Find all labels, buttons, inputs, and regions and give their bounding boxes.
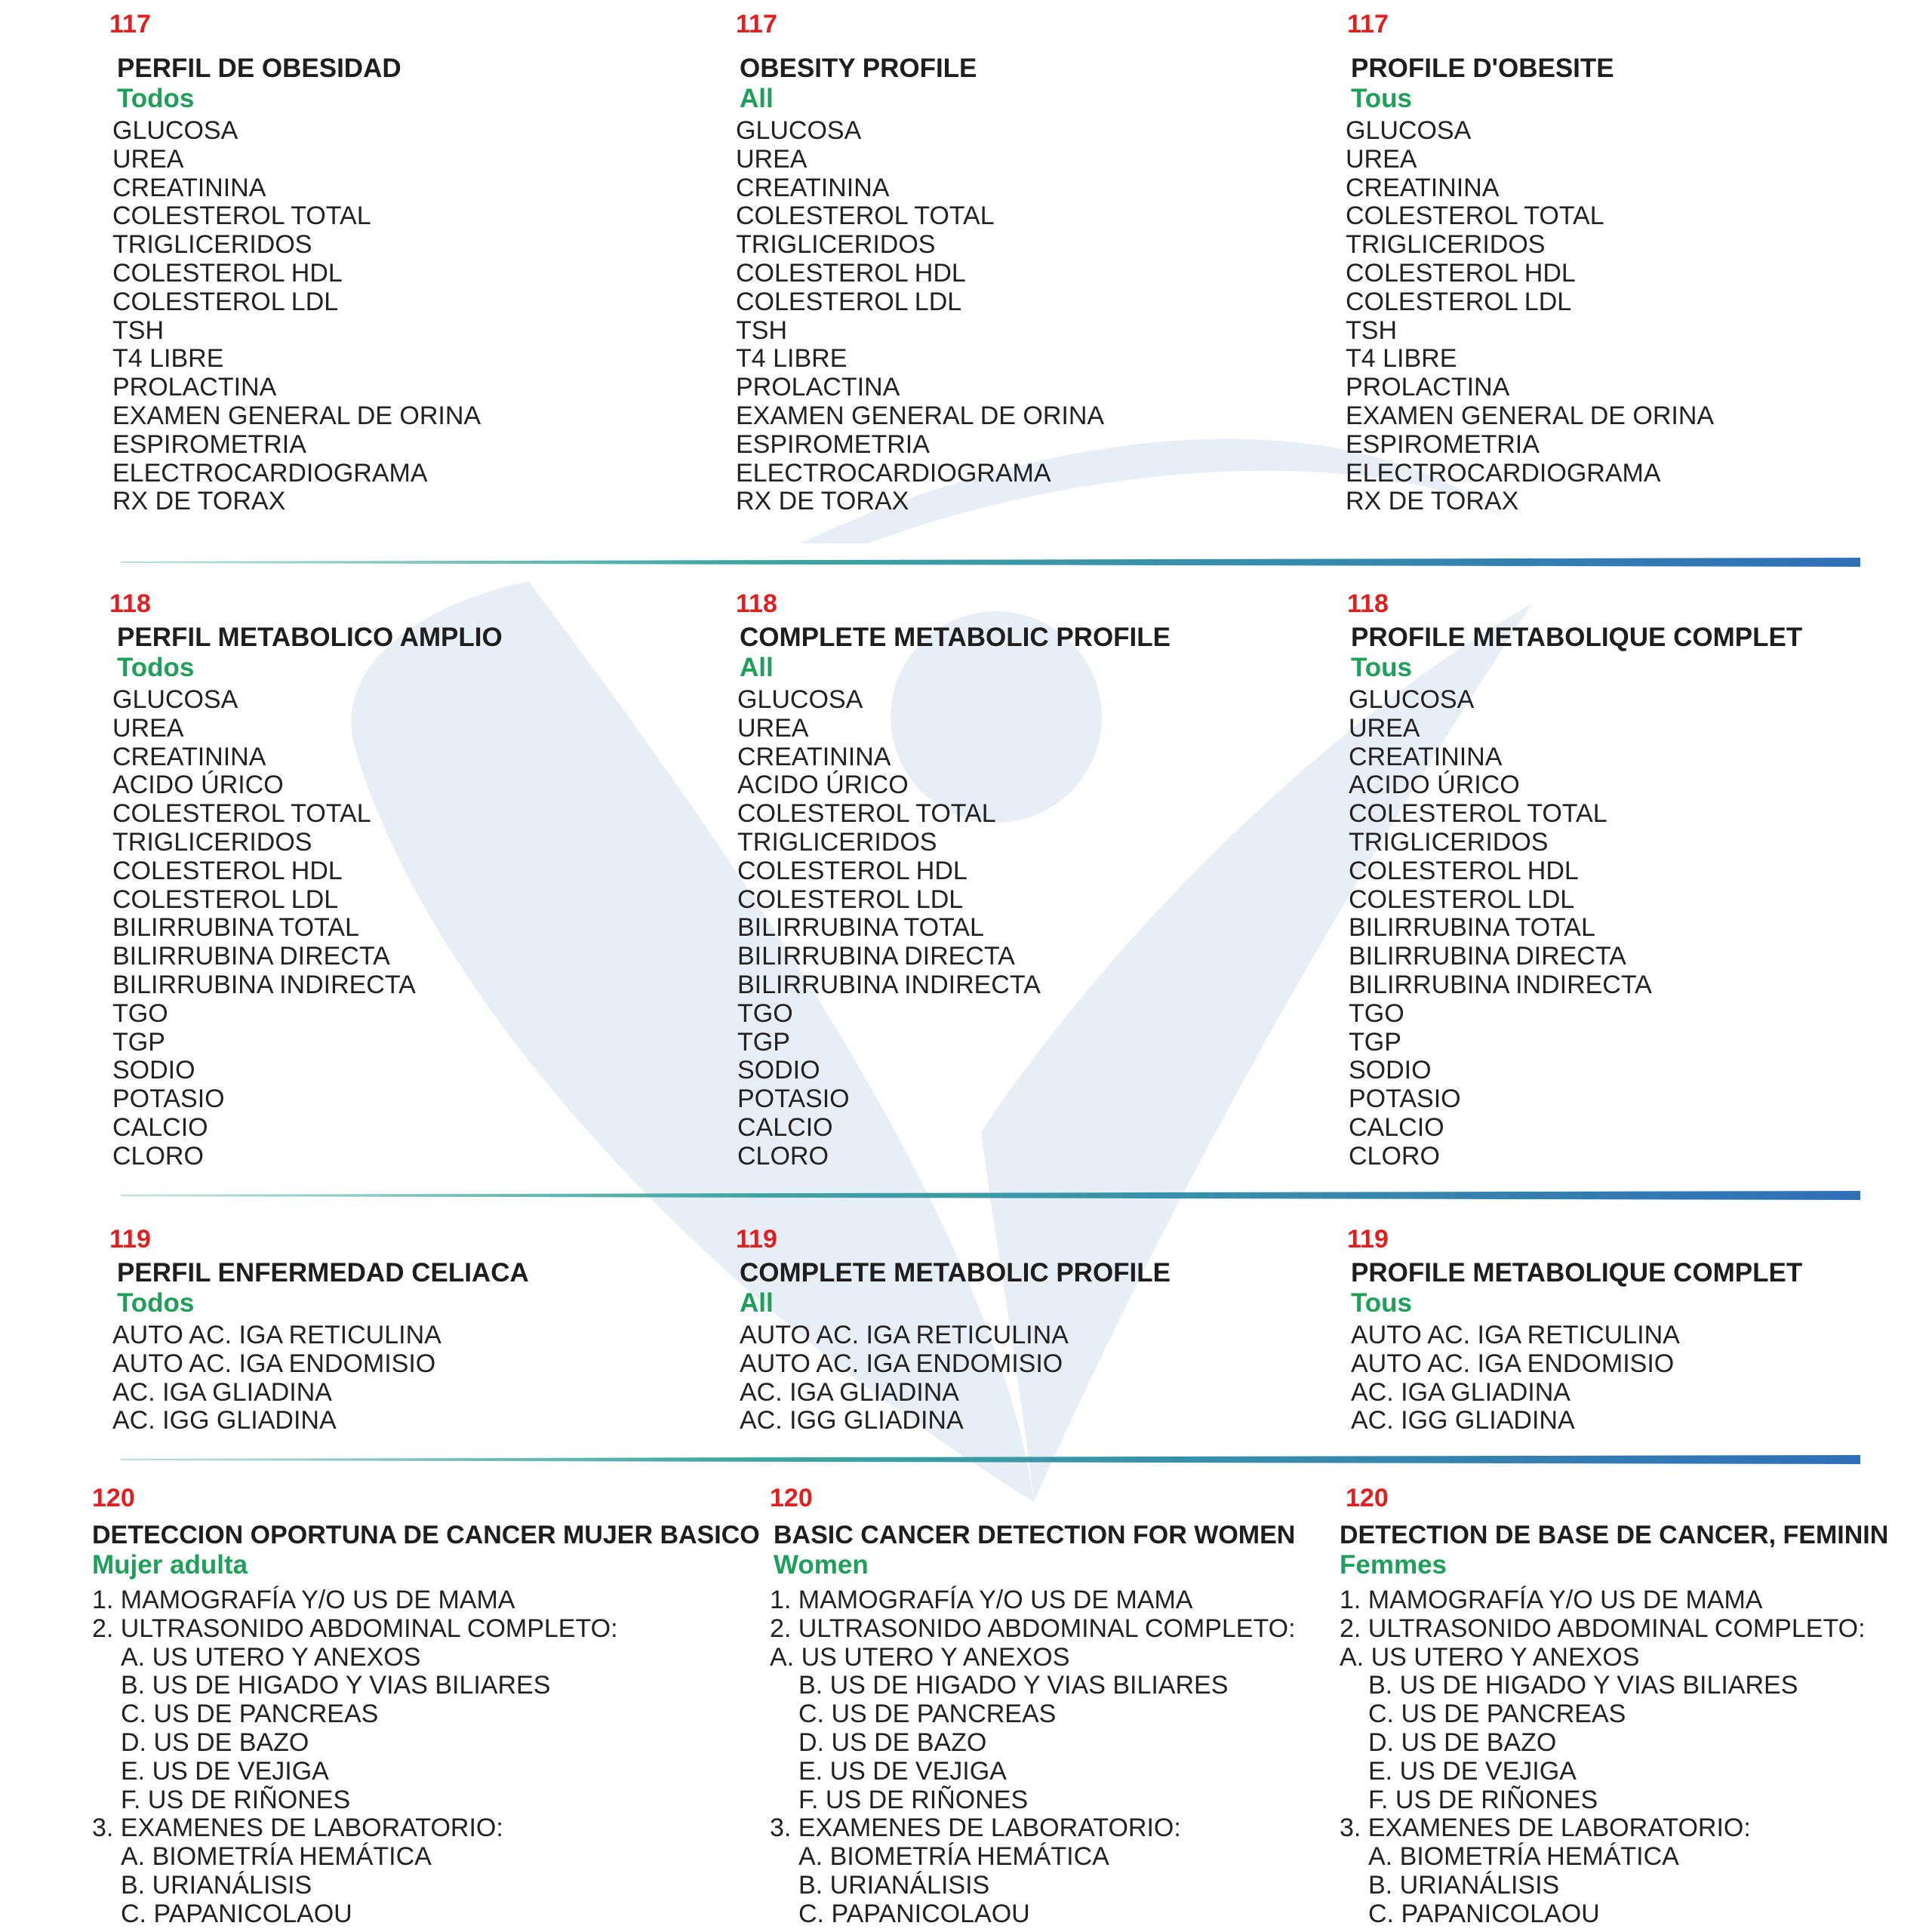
profile-title: OBESITY PROFILE: [740, 54, 977, 83]
test-item: UREA: [112, 144, 184, 174]
test-item: AUTO AC. IGA RETICULINA: [112, 1321, 441, 1349]
test-item: UREA: [737, 713, 809, 743]
test-item: C. PAPANICOLAOU: [121, 1899, 352, 1928]
test-item: BILIRRUBINA DIRECTA: [737, 942, 1015, 971]
test-item: CREATININA: [736, 173, 890, 202]
profile-number: 117: [736, 10, 777, 38]
test-item: F. US DE RIÑONES: [798, 1785, 1029, 1814]
test-item: AUTO AC. IGA ENDOMISIO: [740, 1349, 1063, 1378]
test-list: [92, 1586, 618, 1929]
section-divider: [121, 558, 1860, 567]
test-item: 2. ULTRASONIDO ABDOMINAL COMPLETO:: [1340, 1614, 1866, 1643]
profile-audience: Femmes: [1340, 1550, 1447, 1580]
test-item: TGO: [1349, 998, 1404, 1028]
test-list: [112, 686, 416, 1171]
test-item: 2. ULTRASONIDO ABDOMINAL COMPLETO:: [92, 1614, 618, 1643]
test-item: CALCIO: [737, 1112, 833, 1142]
test-item: E. US DE VEJIGA: [1368, 1756, 1577, 1786]
profile-number: 119: [109, 1225, 151, 1254]
test-item: A. US UTERO Y ANEXOS: [770, 1642, 1070, 1672]
test-item: BILIRRUBINA DIRECTA: [112, 942, 390, 971]
test-list: [736, 117, 1104, 516]
test-list: [112, 1321, 441, 1435]
test-item: TRIGLICERIDOS: [737, 827, 937, 857]
test-item: TSH: [736, 315, 787, 345]
test-item: COLESTEROL HDL: [1346, 258, 1576, 288]
test-item: PROLACTINA: [736, 373, 900, 402]
test-item: C. PAPANICOLAOU: [798, 1899, 1030, 1928]
test-item: RX DE TORAX: [112, 487, 286, 516]
test-item: AC. IGA GLIADINA: [112, 1377, 332, 1407]
test-item: C. US DE PANCREAS: [798, 1700, 1057, 1729]
test-item: UREA: [1346, 144, 1417, 174]
test-item: B. US DE HIGADO Y VIAS BILIARES: [1368, 1671, 1798, 1700]
test-item: BILIRRUBINA DIRECTA: [1349, 942, 1626, 971]
profile-audience: Tous: [1351, 84, 1413, 113]
profile-audience: Todos: [117, 1288, 195, 1318]
test-item: D. US DE BAZO: [1368, 1727, 1557, 1757]
test-item: B. URIANÁLISIS: [798, 1870, 990, 1900]
test-item: CREATININA: [1346, 173, 1500, 202]
test-item: GLUCOSA: [1346, 116, 1472, 145]
test-item: AC. IGA GLIADINA: [1351, 1377, 1571, 1407]
test-list: [740, 1321, 1069, 1435]
test-item: 1. MAMOGRAFÍA Y/O US DE MAMA: [770, 1586, 1193, 1614]
test-item: 2. ULTRASONIDO ABDOMINAL COMPLETO:: [770, 1614, 1296, 1643]
test-item: ESPIROMETRIA: [112, 429, 306, 459]
test-item: SODIO: [737, 1056, 820, 1085]
test-item: COLESTEROL TOTAL: [737, 799, 996, 829]
section-divider: [121, 1455, 1860, 1464]
test-item: 1. MAMOGRAFÍA Y/O US DE MAMA: [1340, 1586, 1763, 1614]
profile-audience: Todos: [117, 84, 195, 113]
test-item: A. BIOMETRÍA HEMÁTICA: [798, 1842, 1109, 1872]
profile-number: 117: [109, 10, 151, 38]
test-item: EXAMEN GENERAL DE ORINA: [112, 401, 481, 430]
test-item: TRIGLICERIDOS: [112, 230, 312, 260]
test-item: ELECTROCARDIOGRAMA: [112, 458, 428, 488]
test-item: AC. IGG GLIADINA: [1351, 1406, 1575, 1435]
profile-title: BASIC CANCER DETECTION FOR WOMEN: [774, 1521, 1296, 1549]
profile-number: 119: [1347, 1225, 1389, 1254]
test-item: COLESTEROL HDL: [737, 856, 968, 885]
test-item: GLUCOSA: [737, 685, 863, 714]
profile-number: 118: [109, 589, 151, 618]
test-item: COLESTEROL HDL: [112, 258, 343, 288]
test-item: BILIRRUBINA TOTAL: [737, 913, 984, 943]
test-item: COLESTEROL HDL: [1349, 856, 1579, 885]
test-item: B. URIANÁLISIS: [1368, 1870, 1560, 1900]
test-item: T4 LIBRE: [736, 344, 848, 374]
test-item: GLUCOSA: [112, 685, 238, 714]
profile-number: 120: [92, 1484, 135, 1512]
test-item: 3. EXAMENES DE LABORATORIO:: [770, 1814, 1181, 1843]
profile-number: 120: [1346, 1484, 1389, 1512]
test-item: TRIGLICERIDOS: [1346, 230, 1546, 260]
test-item: B. US DE HIGADO Y VIAS BILIARES: [798, 1671, 1229, 1700]
test-item: CALCIO: [112, 1112, 208, 1142]
test-item: CALCIO: [1349, 1112, 1444, 1142]
test-item: CREATININA: [737, 742, 891, 771]
test-item: CLORO: [737, 1141, 829, 1171]
test-item: D. US DE BAZO: [798, 1727, 987, 1757]
test-item: TRIGLICERIDOS: [736, 230, 936, 260]
test-item: COLESTEROL HDL: [736, 258, 966, 288]
profile-title: PROFILE METABOLIQUE COMPLET: [1351, 623, 1803, 652]
profile-audience: Tous: [1351, 1288, 1413, 1318]
test-item: SODIO: [112, 1056, 195, 1085]
test-item: AC. IGA GLIADINA: [740, 1377, 959, 1407]
test-item: UREA: [1349, 713, 1420, 743]
test-item: F. US DE RIÑONES: [1368, 1785, 1598, 1814]
profile-number: 120: [770, 1484, 813, 1512]
profile-audience: All: [740, 1288, 774, 1318]
test-item: AUTO AC. IGA ENDOMISIO: [1351, 1349, 1675, 1378]
test-item: TGP: [1349, 1027, 1401, 1057]
test-item: UREA: [736, 144, 808, 174]
test-item: SODIO: [1349, 1056, 1432, 1085]
test-item: RX DE TORAX: [736, 487, 909, 516]
test-item: AUTO AC. IGA RETICULINA: [740, 1321, 1069, 1349]
test-list: [1340, 1586, 1866, 1929]
test-item: COLESTEROL TOTAL: [1346, 202, 1604, 231]
test-item: AUTO AC. IGA ENDOMISIO: [112, 1349, 436, 1378]
test-item: CREATININA: [112, 742, 266, 771]
test-item: COLESTEROL TOTAL: [112, 202, 371, 231]
test-item: GLUCOSA: [736, 116, 862, 145]
test-list: [1351, 1321, 1680, 1435]
test-item: CLORO: [112, 1141, 204, 1171]
test-item: BILIRRUBINA INDIRECTA: [1349, 970, 1652, 999]
section-divider: [121, 1191, 1860, 1200]
test-item: ESPIROMETRIA: [736, 429, 930, 459]
test-item: F. US DE RIÑONES: [121, 1785, 351, 1814]
test-item: RX DE TORAX: [1346, 487, 1519, 516]
test-item: COLESTEROL HDL: [112, 856, 343, 885]
test-item: T4 LIBRE: [1346, 344, 1457, 374]
profile-audience: Tous: [1351, 653, 1413, 682]
profile-title: PERFIL DE OBESIDAD: [117, 54, 401, 83]
test-item: AC. IGG GLIADINA: [740, 1406, 964, 1435]
test-item: ELECTROCARDIOGRAMA: [1346, 458, 1661, 488]
test-item: AC. IGG GLIADINA: [112, 1406, 337, 1435]
profile-title: PERFIL METABOLICO AMPLIO: [117, 623, 503, 652]
test-item: TSH: [112, 315, 164, 345]
test-item: GLUCOSA: [1349, 685, 1475, 714]
profile-title: PROFILE D'OBESITE: [1351, 54, 1614, 83]
test-item: C. PAPANICOLAOU: [1368, 1899, 1600, 1928]
test-item: ACIDO ÚRICO: [737, 771, 909, 800]
test-item: TSH: [1346, 315, 1397, 345]
test-item: CREATININA: [112, 173, 266, 202]
test-item: UREA: [112, 713, 184, 743]
profile-title: DETECCION OPORTUNA DE CANCER MUJER BASICO: [92, 1521, 760, 1549]
test-item: COLESTEROL LDL: [1349, 884, 1575, 914]
test-item: COLESTEROL LDL: [112, 287, 339, 316]
test-list: [737, 686, 1041, 1171]
profile-title: PERFIL ENFERMEDAD CELIACA: [117, 1258, 529, 1287]
test-item: POTASIO: [1349, 1084, 1461, 1114]
test-item: PROLACTINA: [1346, 373, 1510, 402]
test-item: BILIRRUBINA TOTAL: [112, 913, 359, 943]
test-item: EXAMEN GENERAL DE ORINA: [1346, 401, 1715, 430]
test-item: 3. EXAMENES DE LABORATORIO:: [1340, 1814, 1751, 1843]
test-item: B. US DE HIGADO Y VIAS BILIARES: [121, 1671, 551, 1700]
test-item: TGP: [112, 1027, 165, 1057]
test-item: A. BIOMETRÍA HEMÁTICA: [121, 1842, 432, 1872]
test-item: CLORO: [1349, 1141, 1440, 1171]
test-item: T4 LIBRE: [112, 344, 224, 374]
profile-title: COMPLETE METABOLIC PROFILE: [740, 623, 1171, 652]
test-item: TRIGLICERIDOS: [112, 827, 312, 857]
test-item: COLESTEROL LDL: [112, 884, 339, 914]
test-item: A. US UTERO Y ANEXOS: [1340, 1642, 1640, 1672]
test-list: [112, 117, 481, 516]
test-item: GLUCOSA: [112, 116, 238, 145]
test-item: PROLACTINA: [112, 373, 277, 402]
test-list: [1349, 686, 1652, 1171]
test-item: POTASIO: [112, 1084, 225, 1114]
test-item: TGP: [737, 1027, 790, 1057]
profile-title: COMPLETE METABOLIC PROFILE: [740, 1258, 1171, 1287]
test-item: COLESTEROL TOTAL: [112, 799, 371, 829]
test-item: D. US DE BAZO: [121, 1727, 309, 1757]
profile-audience: Todos: [117, 653, 195, 682]
test-item: COLESTEROL TOTAL: [1349, 799, 1607, 829]
test-item: ELECTROCARDIOGRAMA: [736, 458, 1051, 488]
profile-title: DETECTION DE BASE DE CANCER, FEMININ: [1340, 1521, 1889, 1549]
test-item: COLESTEROL LDL: [737, 884, 964, 914]
test-item: BILIRRUBINA INDIRECTA: [112, 970, 416, 999]
test-item: COLESTEROL LDL: [1346, 287, 1572, 316]
test-list: [1346, 117, 1714, 516]
test-item: CREATININA: [1349, 742, 1503, 771]
test-item: 3. EXAMENES DE LABORATORIO:: [92, 1814, 503, 1843]
test-item: BILIRRUBINA TOTAL: [1349, 913, 1595, 943]
test-item: COLESTEROL TOTAL: [736, 202, 995, 231]
test-item: E. US DE VEJIGA: [121, 1756, 329, 1786]
test-item: E. US DE VEJIGA: [798, 1756, 1007, 1786]
test-item: TGO: [737, 998, 793, 1028]
profile-audience: All: [740, 653, 774, 682]
test-item: B. URIANÁLISIS: [121, 1870, 312, 1900]
profile-audience: Women: [774, 1550, 869, 1580]
profile-number: 119: [736, 1225, 777, 1254]
profile-title: PROFILE METABOLIQUE COMPLET: [1351, 1258, 1803, 1287]
test-item: ACIDO ÚRICO: [112, 771, 284, 800]
test-item: C. US DE PANCREAS: [1368, 1700, 1626, 1729]
test-item: A. US UTERO Y ANEXOS: [121, 1642, 421, 1672]
test-item: EXAMEN GENERAL DE ORINA: [736, 401, 1105, 430]
test-item: A. BIOMETRÍA HEMÁTICA: [1368, 1842, 1679, 1872]
test-list: [770, 1586, 1296, 1929]
test-item: ACIDO ÚRICO: [1349, 771, 1520, 800]
test-item: AUTO AC. IGA RETICULINA: [1351, 1321, 1680, 1349]
profile-number: 117: [1347, 10, 1389, 38]
test-item: BILIRRUBINA INDIRECTA: [737, 970, 1041, 999]
test-item: ESPIROMETRIA: [1346, 429, 1540, 459]
test-item: C. US DE PANCREAS: [121, 1700, 379, 1729]
profile-number: 118: [736, 589, 777, 618]
test-item: COLESTEROL LDL: [736, 287, 962, 316]
test-item: TGO: [112, 998, 168, 1028]
test-item: POTASIO: [737, 1084, 850, 1114]
profile-audience: All: [740, 84, 774, 113]
profile-number: 118: [1347, 589, 1389, 618]
profile-audience: Mujer adulta: [92, 1550, 248, 1580]
test-item: 1. MAMOGRAFÍA Y/O US DE MAMA: [92, 1586, 515, 1614]
test-item: TRIGLICERIDOS: [1349, 827, 1549, 857]
